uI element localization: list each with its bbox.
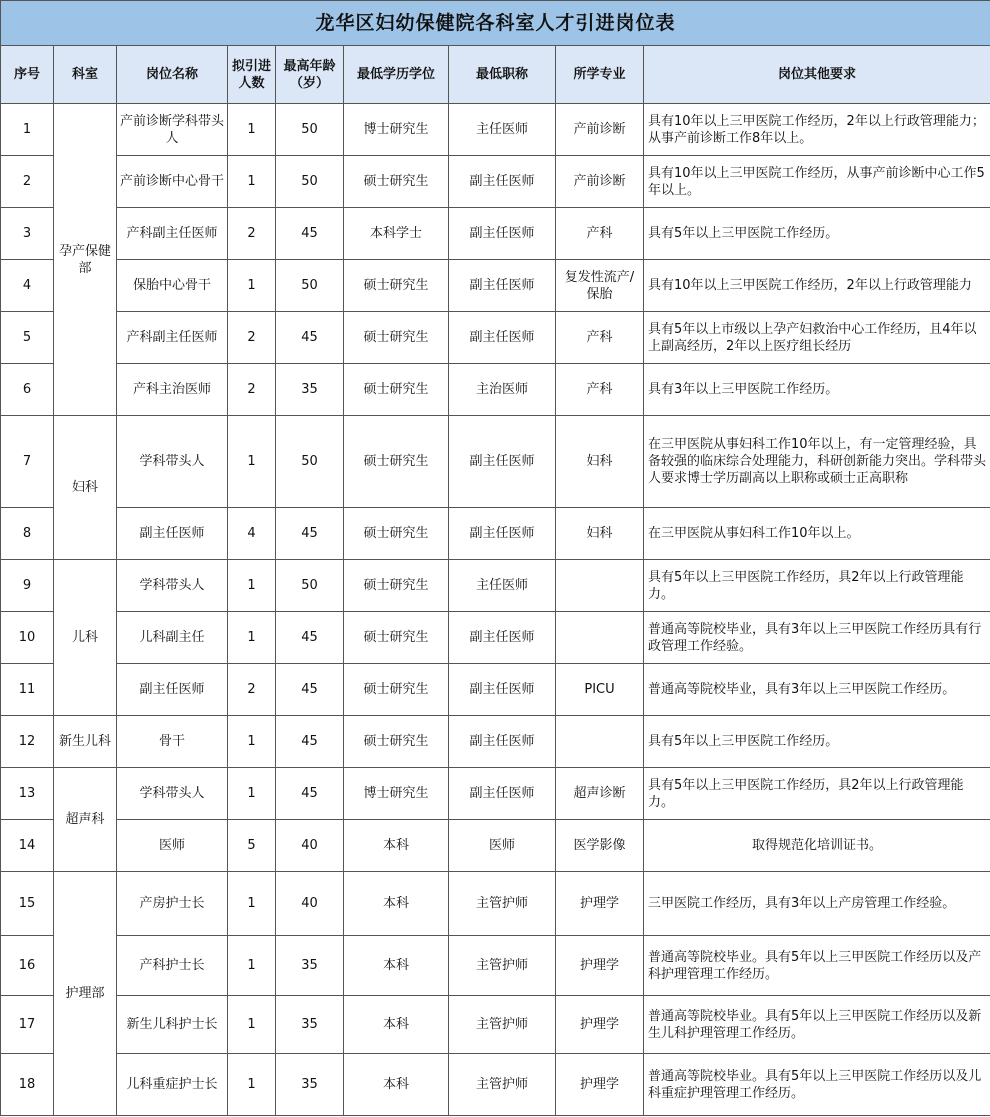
cell-age: 45 — [276, 664, 344, 716]
cell-position: 产科副主任医师 — [117, 312, 228, 364]
cell-age: 50 — [276, 260, 344, 312]
cell-title: 副主任医师 — [449, 260, 556, 312]
cell-age: 40 — [276, 820, 344, 872]
cell-count: 1 — [228, 716, 276, 768]
cell-seq: 6 — [1, 364, 54, 416]
table-row — [1, 508, 990, 560]
cell-seq: 13 — [1, 768, 54, 820]
cell-seq: 9 — [1, 560, 54, 612]
table-row — [1, 996, 990, 1054]
cell-req: 具有5年以上三甲医院工作经历。 — [644, 716, 990, 768]
cell-req: 具有10年以上三甲医院工作经历，2年以上行政管理能力 — [644, 260, 990, 312]
cell-position: 副主任医师 — [117, 664, 228, 716]
table-row — [1, 208, 990, 260]
cell-major: 复发性流产/保胎 — [556, 260, 644, 312]
cell-edu: 硕士研究生 — [344, 716, 449, 768]
cell-req: 普通高等院校毕业，具有3年以上三甲医院工作经历。 — [644, 664, 990, 716]
cell-age: 40 — [276, 872, 344, 936]
cell-major: 护理学 — [556, 872, 644, 936]
cell-count: 4 — [228, 508, 276, 560]
cell-position: 儿科重症护士长 — [117, 1054, 228, 1116]
cell-req: 具有5年以上市级以上孕产妇救治中心工作经历，且4年以上副高经历，2年以上医疗组长经历 — [644, 312, 990, 364]
cell-edu: 博士研究生 — [344, 104, 449, 156]
cell-title: 主管护师 — [449, 996, 556, 1054]
cell-age: 45 — [276, 208, 344, 260]
cell-position: 医师 — [117, 820, 228, 872]
dept-cell: 护理部 — [54, 872, 117, 1116]
cell-req: 具有5年以上三甲医院工作经历，具2年以上行政管理能力。 — [644, 768, 990, 820]
cell-title: 主管护师 — [449, 936, 556, 996]
cell-title: 副主任医师 — [449, 312, 556, 364]
header-seq: 序号 — [1, 46, 54, 104]
cell-edu: 硕士研究生 — [344, 508, 449, 560]
cell-seq: 18 — [1, 1054, 54, 1116]
cell-req: 普通高等院校毕业。具有5年以上三甲医院工作经历以及产科护理管理工作经历。 — [644, 936, 990, 996]
cell-edu: 本科 — [344, 996, 449, 1054]
cell-seq: 8 — [1, 508, 54, 560]
cell-major: PICU — [556, 664, 644, 716]
cell-title: 副主任医师 — [449, 664, 556, 716]
table-title: 龙华区妇幼保健院各科室人才引进岗位表 — [1, 1, 990, 46]
cell-title: 主管护师 — [449, 872, 556, 936]
cell-position: 儿科副主任 — [117, 612, 228, 664]
cell-seq: 15 — [1, 872, 54, 936]
cell-major: 产科 — [556, 364, 644, 416]
dept-cell: 儿科 — [54, 560, 117, 716]
header-edu: 最低学历学位 — [344, 46, 449, 104]
cell-age: 35 — [276, 1054, 344, 1116]
cell-count: 2 — [228, 664, 276, 716]
cell-title: 主管护师 — [449, 1054, 556, 1116]
cell-seq: 2 — [1, 156, 54, 208]
header-req: 岗位其他要求 — [644, 46, 990, 104]
cell-seq: 17 — [1, 996, 54, 1054]
cell-major — [556, 716, 644, 768]
cell-position: 副主任医师 — [117, 508, 228, 560]
cell-major: 产科 — [556, 312, 644, 364]
table-row — [1, 312, 990, 364]
header-position: 岗位名称 — [117, 46, 228, 104]
cell-age: 35 — [276, 364, 344, 416]
dept-cell: 超声科 — [54, 768, 117, 872]
cell-major: 护理学 — [556, 1054, 644, 1116]
cell-title: 副主任医师 — [449, 612, 556, 664]
cell-position: 学科带头人 — [117, 416, 228, 508]
cell-edu: 本科 — [344, 820, 449, 872]
cell-major: 超声诊断 — [556, 768, 644, 820]
cell-position: 产科副主任医师 — [117, 208, 228, 260]
cell-edu: 硕士研究生 — [344, 612, 449, 664]
cell-position: 学科带头人 — [117, 560, 228, 612]
cell-count: 2 — [228, 312, 276, 364]
table-row — [1, 104, 990, 156]
cell-major: 医学影像 — [556, 820, 644, 872]
cell-edu: 本科 — [344, 1054, 449, 1116]
cell-major: 妇科 — [556, 416, 644, 508]
cell-seq: 11 — [1, 664, 54, 716]
dept-cell: 新生儿科 — [54, 716, 117, 768]
cell-major — [556, 612, 644, 664]
cell-edu: 硕士研究生 — [344, 156, 449, 208]
cell-title: 副主任医师 — [449, 508, 556, 560]
cell-req: 具有5年以上三甲医院工作经历，具2年以上行政管理能力。 — [644, 560, 990, 612]
table-row — [1, 156, 990, 208]
cell-major — [556, 560, 644, 612]
cell-count: 1 — [228, 1054, 276, 1116]
cell-title: 副主任医师 — [449, 716, 556, 768]
cell-title: 主任医师 — [449, 104, 556, 156]
cell-count: 2 — [228, 364, 276, 416]
cell-req: 具有10年以上三甲医院工作经历，从事产前诊断中心工作5年以上。 — [644, 156, 990, 208]
cell-major: 产科 — [556, 208, 644, 260]
cell-edu: 硕士研究生 — [344, 364, 449, 416]
cell-title: 医师 — [449, 820, 556, 872]
cell-seq: 12 — [1, 716, 54, 768]
cell-title: 副主任医师 — [449, 416, 556, 508]
cell-age: 45 — [276, 716, 344, 768]
table-row — [1, 664, 990, 716]
cell-count: 1 — [228, 612, 276, 664]
cell-major: 护理学 — [556, 936, 644, 996]
cell-title: 主任医师 — [449, 560, 556, 612]
cell-seq: 16 — [1, 936, 54, 996]
cell-edu: 硕士研究生 — [344, 260, 449, 312]
table-row — [1, 872, 990, 936]
cell-age: 45 — [276, 612, 344, 664]
cell-title: 副主任医师 — [449, 156, 556, 208]
cell-seq: 3 — [1, 208, 54, 260]
cell-req: 普通高等院校毕业，具有3年以上三甲医院工作经历具有行政管理工作经验。 — [644, 612, 990, 664]
table-row — [1, 260, 990, 312]
cell-position: 产科护士长 — [117, 936, 228, 996]
cell-count: 1 — [228, 560, 276, 612]
dept-cell: 妇科 — [54, 416, 117, 560]
cell-req: 在三甲医院从事妇科工作10年以上，有一定管理经验，具备较强的临床综合处理能力，科研创新能力突出。学科带头人要求博士学历副高以上职称或硕士正高职称 — [644, 416, 990, 508]
cell-age: 50 — [276, 560, 344, 612]
cell-major: 护理学 — [556, 996, 644, 1054]
table-row — [1, 560, 990, 612]
header-major: 所学专业 — [556, 46, 644, 104]
cell-count: 1 — [228, 416, 276, 508]
cell-edu: 本科 — [344, 936, 449, 996]
cell-count: 1 — [228, 260, 276, 312]
cell-position: 骨干 — [117, 716, 228, 768]
cell-seq: 1 — [1, 104, 54, 156]
cell-req: 具有10年以上三甲医院工作经历，2年以上行政管理能力；从事产前诊断工作8年以上。 — [644, 104, 990, 156]
cell-age: 35 — [276, 996, 344, 1054]
cell-position: 产前诊断学科带头人 — [117, 104, 228, 156]
table-row — [1, 612, 990, 664]
cell-req: 取得规范化培训证书。 — [644, 820, 990, 872]
cell-title: 副主任医师 — [449, 768, 556, 820]
cell-position: 产科主治医师 — [117, 364, 228, 416]
cell-count: 1 — [228, 104, 276, 156]
cell-req: 三甲医院工作经历，具有3年以上产房管理工作经验。 — [644, 872, 990, 936]
header-dept: 科室 — [54, 46, 117, 104]
table-row — [1, 716, 990, 768]
cell-position: 新生儿科护士长 — [117, 996, 228, 1054]
cell-req: 普通高等院校毕业。具有5年以上三甲医院工作经历以及儿科重症护理管理工作经历。 — [644, 1054, 990, 1116]
table-row — [1, 820, 990, 872]
cell-count: 1 — [228, 936, 276, 996]
header-count: 拟引进人数 — [228, 46, 276, 104]
cell-count: 5 — [228, 820, 276, 872]
cell-major: 妇科 — [556, 508, 644, 560]
cell-position: 保胎中心骨干 — [117, 260, 228, 312]
cell-age: 45 — [276, 768, 344, 820]
cell-major: 产前诊断 — [556, 156, 644, 208]
cell-seq: 7 — [1, 416, 54, 508]
cell-age: 50 — [276, 416, 344, 508]
cell-edu: 硕士研究生 — [344, 416, 449, 508]
cell-position: 学科带头人 — [117, 768, 228, 820]
cell-title: 副主任医师 — [449, 208, 556, 260]
header-title: 最低职称 — [449, 46, 556, 104]
cell-edu: 硕士研究生 — [344, 664, 449, 716]
cell-age: 50 — [276, 104, 344, 156]
cell-position: 产前诊断中心骨干 — [117, 156, 228, 208]
cell-req: 具有5年以上三甲医院工作经历。 — [644, 208, 990, 260]
cell-req: 普通高等院校毕业。具有5年以上三甲医院工作经历以及新生儿科护理管理工作经历。 — [644, 996, 990, 1054]
cell-seq: 4 — [1, 260, 54, 312]
cell-count: 1 — [228, 156, 276, 208]
table-row — [1, 1054, 990, 1116]
table-row — [1, 416, 990, 508]
table-row — [1, 364, 990, 416]
cell-edu: 硕士研究生 — [344, 560, 449, 612]
cell-seq: 5 — [1, 312, 54, 364]
cell-age: 45 — [276, 508, 344, 560]
cell-major: 产前诊断 — [556, 104, 644, 156]
cell-count: 2 — [228, 208, 276, 260]
cell-count: 1 — [228, 768, 276, 820]
cell-age: 45 — [276, 312, 344, 364]
cell-seq: 10 — [1, 612, 54, 664]
cell-age: 50 — [276, 156, 344, 208]
cell-req: 在三甲医院从事妇科工作10年以上。 — [644, 508, 990, 560]
cell-seq: 14 — [1, 820, 54, 872]
cell-position: 产房护士长 — [117, 872, 228, 936]
cell-title: 主治医师 — [449, 364, 556, 416]
cell-req: 具有3年以上三甲医院工作经历。 — [644, 364, 990, 416]
cell-count: 1 — [228, 996, 276, 1054]
header-age: 最高年龄（岁） — [276, 46, 344, 104]
cell-edu: 本科学士 — [344, 208, 449, 260]
cell-edu: 博士研究生 — [344, 768, 449, 820]
dept-cell: 孕产保健部 — [54, 104, 117, 416]
table-row — [1, 936, 990, 996]
cell-edu: 本科 — [344, 872, 449, 936]
cell-edu: 硕士研究生 — [344, 312, 449, 364]
table-row — [1, 768, 990, 820]
cell-count: 1 — [228, 872, 276, 936]
cell-age: 35 — [276, 936, 344, 996]
